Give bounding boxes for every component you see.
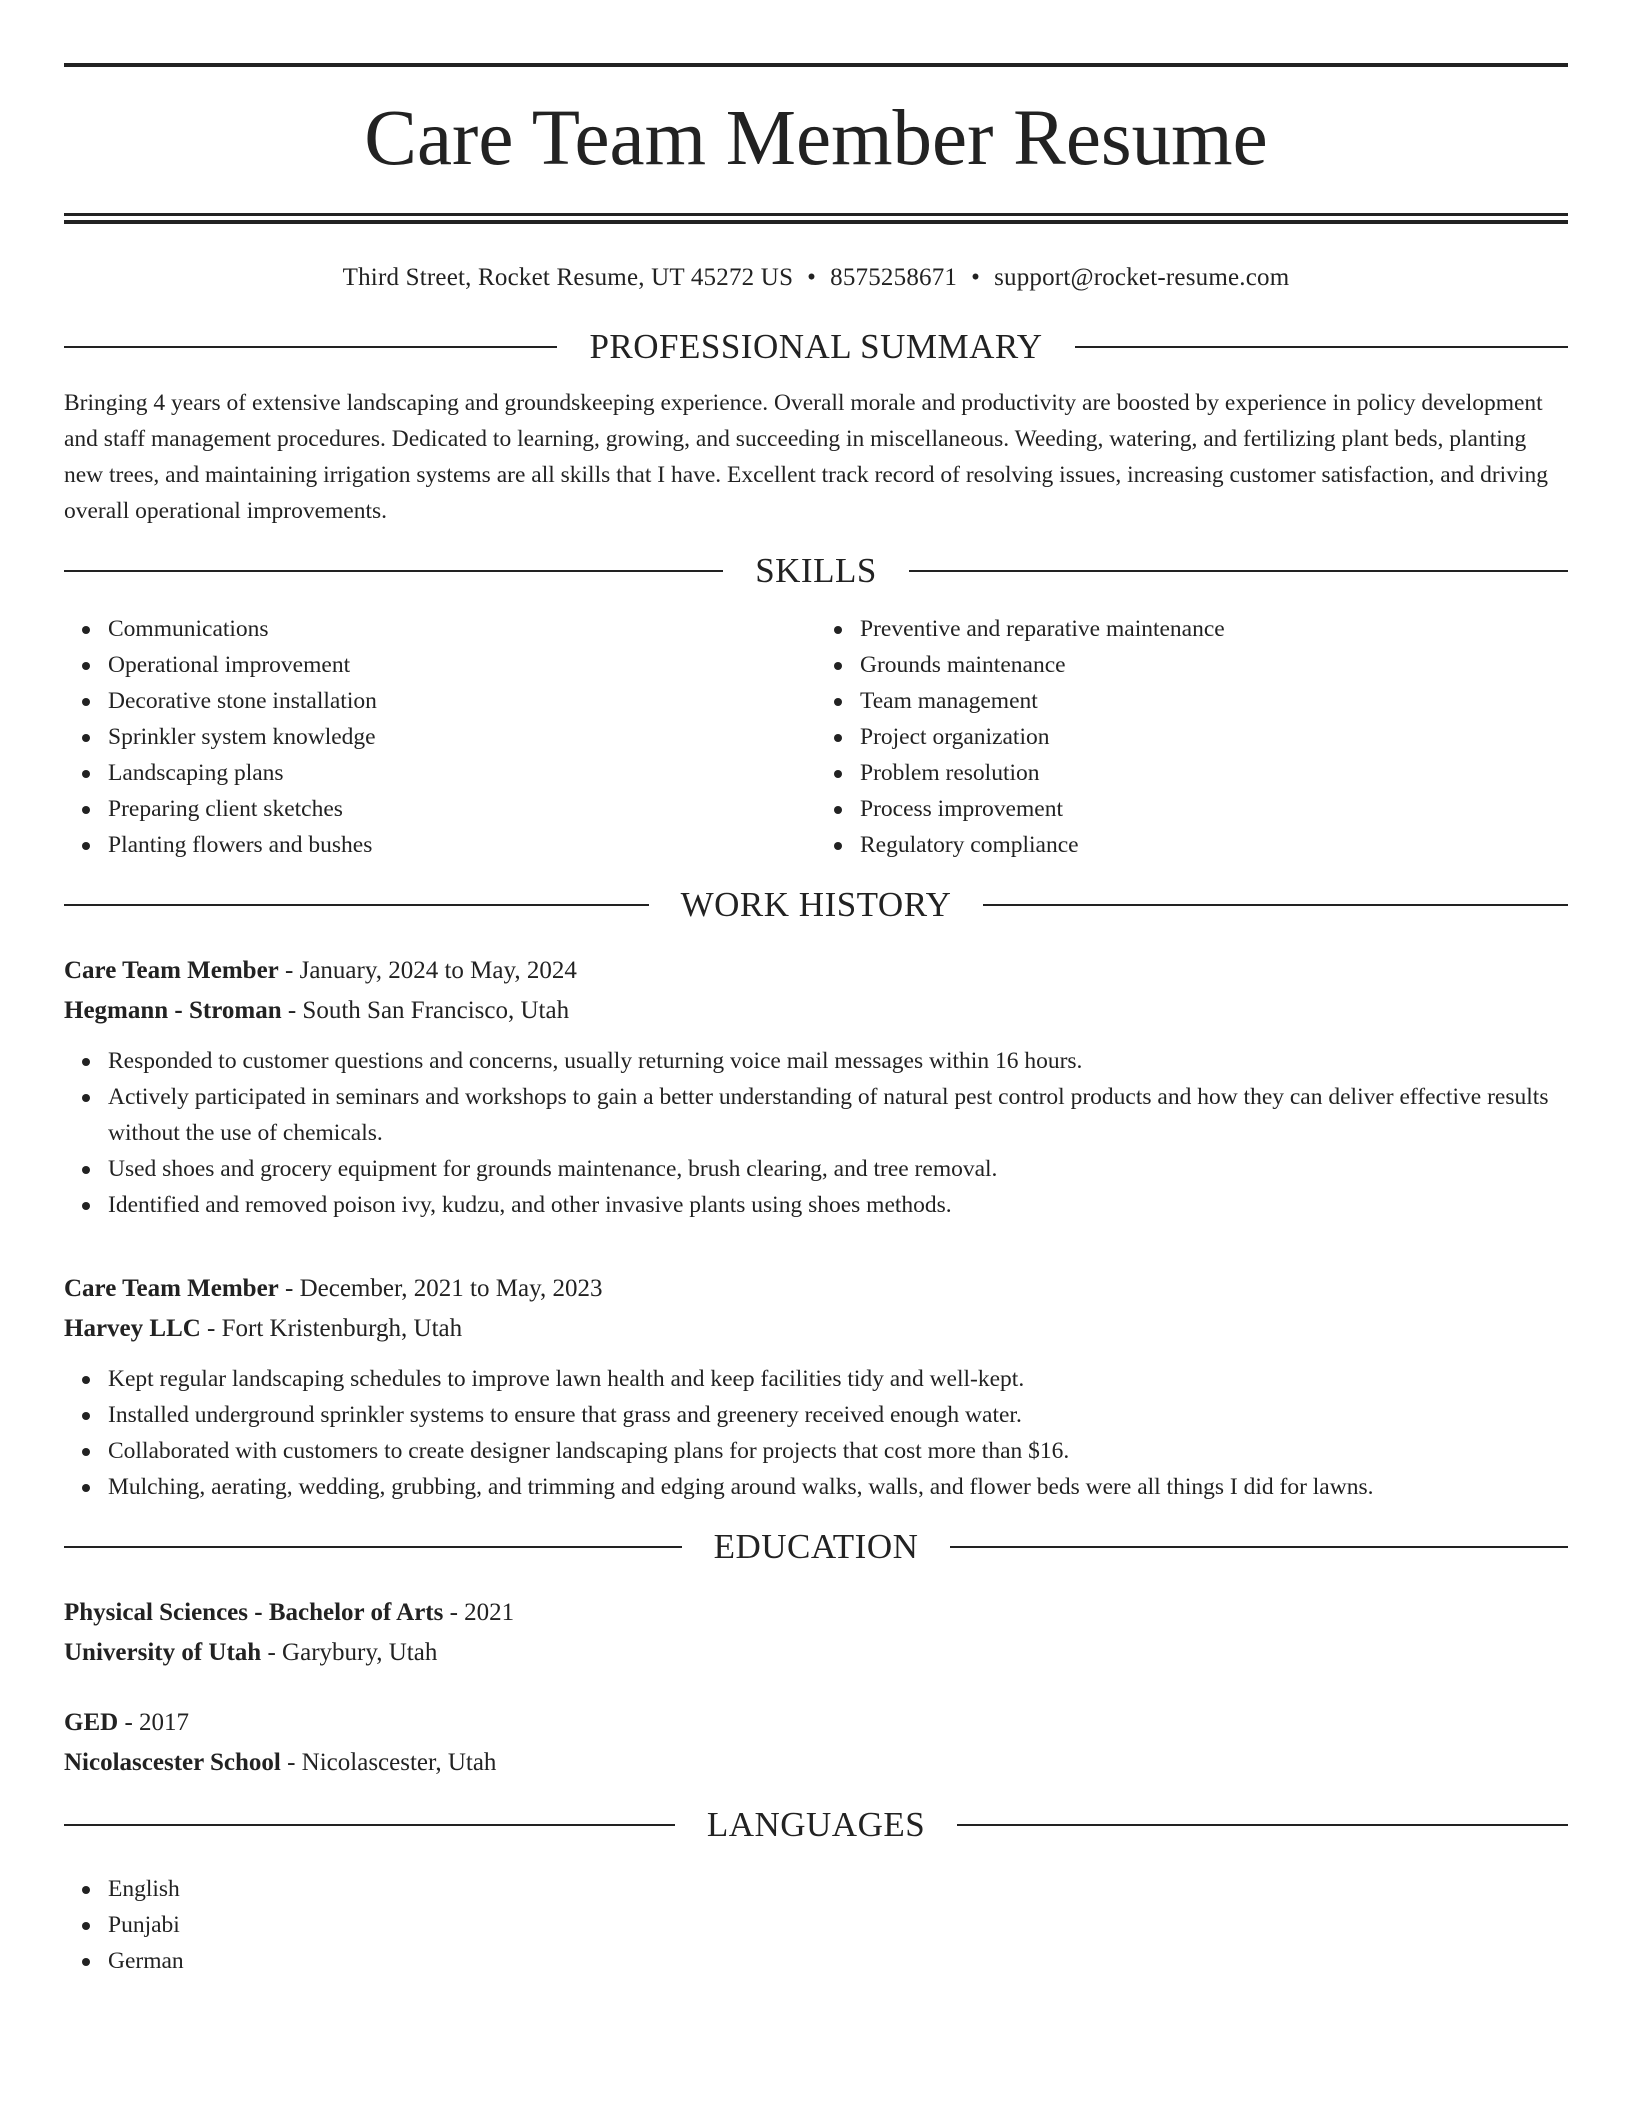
skill-item: Decorative stone installation xyxy=(108,683,816,719)
skill-item: Problem resolution xyxy=(860,755,1568,791)
section-rule xyxy=(909,570,1568,572)
section-title-summary: PROFESSIONAL SUMMARY xyxy=(589,327,1043,366)
skill-item: Preventive and reparative maintenance xyxy=(860,611,1568,647)
language-item: German xyxy=(108,1943,1568,1979)
title-double-rule xyxy=(64,213,1568,224)
section-header-languages xyxy=(64,1805,1568,1845)
job-bullet: Used shoes and grocery equipment for grounds maintenance, brush clearing, and tree removal. xyxy=(108,1151,1568,1187)
skills-column-right xyxy=(816,611,1568,863)
education-school-line xyxy=(64,1633,1568,1673)
skill-item: Operational improvement xyxy=(108,647,816,683)
job-bullet: Collaborated with customers to create designer landscaping plans for projects that cost more than $16. xyxy=(108,1433,1568,1469)
job-bullet: Mulching, aerating, wedding, grubbing, and trimming and edging around walks, walls, and flower beds were all things I did for lawns. xyxy=(108,1469,1568,1505)
skill-item: Team management xyxy=(860,683,1568,719)
education-school: University of Utah xyxy=(64,1639,262,1666)
skill-item: Preparing client sketches xyxy=(108,791,816,827)
education-entry xyxy=(64,1703,1568,1783)
section-title-work: WORK HISTORY xyxy=(680,885,952,924)
job-company-line xyxy=(64,991,1568,1031)
section-header-summary xyxy=(64,327,1568,367)
job-company: Hegmann - Stroman xyxy=(64,997,282,1024)
skill-item: Grounds maintenance xyxy=(860,647,1568,683)
section-rule xyxy=(64,346,557,348)
resume-title: Care Team Member Resume xyxy=(364,95,1268,182)
job-company-line xyxy=(64,1309,1568,1349)
section-rule xyxy=(950,1546,1568,1548)
job-bullet: Kept regular landscaping schedules to improve lawn health and keep facilities tidy and well-kept. xyxy=(108,1361,1568,1397)
contact-address: Third Street, Rocket Resume, UT 45272 US xyxy=(342,264,794,291)
skills-column-left xyxy=(64,611,816,863)
skill-item: Landscaping plans xyxy=(108,755,816,791)
job-location: - Fort Kristenburgh, Utah xyxy=(200,1315,463,1342)
job-role: Care Team Member xyxy=(64,957,279,984)
section-rule xyxy=(64,1546,682,1548)
summary-text: Bringing 4 years of extensive landscaping and groundskeeping experience. Overall morale and productivity are boosted by experience in policy development and staff management procedures. Dedicated to learning, growing, and succeeding in miscellaneous. Weeding, watering, and fertilizing plant beds, planting new trees, and maintaining irrigation systems are all skills that I have. Excellent track record of resolving issues, increasing customer satisfaction, and driving overall operational improvements. xyxy=(64,390,1548,524)
section-title-languages: LANGUAGES xyxy=(706,1805,926,1844)
section-rule xyxy=(983,904,1568,906)
skill-item: Project organization xyxy=(860,719,1568,755)
skill-item: Process improvement xyxy=(860,791,1568,827)
education-year: - 2017 xyxy=(118,1709,190,1736)
contact-line xyxy=(64,262,1568,294)
skill-item: Planting flowers and bushes xyxy=(108,827,816,863)
top-rule xyxy=(64,63,1568,67)
job-bullet: Identified and removed poison ivy, kudzu, and other invasive plants using shoes methods. xyxy=(108,1187,1568,1223)
job-bullet: Actively participated in seminars and workshops to gain a better understanding of natural pest control products and how they can deliver effective results without the use of chemicals. xyxy=(108,1079,1568,1151)
job-title-line xyxy=(64,1269,1568,1309)
skills-list xyxy=(64,611,1568,863)
section-rule xyxy=(64,1824,675,1826)
education-degree: GED xyxy=(64,1709,119,1736)
job-bullet: Responded to customer questions and concerns, usually returning voice mail messages within 16 hours. xyxy=(108,1043,1568,1079)
section-header-skills xyxy=(64,551,1568,591)
job-location: - South San Francisco, Utah xyxy=(281,997,570,1024)
education-location: - Nicolascester, Utah xyxy=(280,1749,497,1776)
contact-separator: • xyxy=(971,264,981,291)
job-entry xyxy=(64,1269,1568,1505)
job-company: Harvey LLC xyxy=(64,1315,201,1342)
job-dates: - January, 2024 to May, 2024 xyxy=(278,957,577,984)
contact-email: support@rocket-resume.com xyxy=(994,264,1290,291)
contact-separator: • xyxy=(807,264,817,291)
education-degree-line xyxy=(64,1593,1568,1633)
job-bullet: Installed underground sprinkler systems to ensure that grass and greenery received enough water. xyxy=(108,1397,1568,1433)
languages-list xyxy=(64,1871,1568,1979)
section-header-education xyxy=(64,1527,1568,1567)
job-dates: - December, 2021 to May, 2023 xyxy=(278,1275,603,1302)
section-rule xyxy=(957,1824,1568,1826)
education-year: - 2021 xyxy=(443,1599,515,1626)
education-school: Nicolascester School xyxy=(64,1749,281,1776)
section-title-skills: SKILLS xyxy=(755,551,877,590)
job-bullets xyxy=(64,1043,1568,1223)
job-entry xyxy=(64,951,1568,1223)
language-item: Punjabi xyxy=(108,1907,1568,1943)
skill-item: Communications xyxy=(108,611,816,647)
education-school-line xyxy=(64,1743,1568,1783)
section-rule xyxy=(64,904,649,906)
education-location: - Garybury, Utah xyxy=(261,1639,438,1666)
education-degree-line xyxy=(64,1703,1568,1743)
language-item: English xyxy=(108,1871,1568,1907)
job-title-line xyxy=(64,951,1568,991)
section-header-work xyxy=(64,885,1568,925)
skill-item: Sprinkler system knowledge xyxy=(108,719,816,755)
education-entry xyxy=(64,1593,1568,1673)
contact-phone: 8575258671 xyxy=(830,264,958,291)
job-role: Care Team Member xyxy=(64,1275,279,1302)
job-bullets xyxy=(64,1361,1568,1505)
section-rule xyxy=(1075,346,1568,348)
section-title-education: EDUCATION xyxy=(713,1527,919,1566)
education-degree: Physical Sciences - Bachelor of Arts xyxy=(64,1599,444,1626)
section-rule xyxy=(64,570,723,572)
skill-item: Regulatory compliance xyxy=(860,827,1568,863)
